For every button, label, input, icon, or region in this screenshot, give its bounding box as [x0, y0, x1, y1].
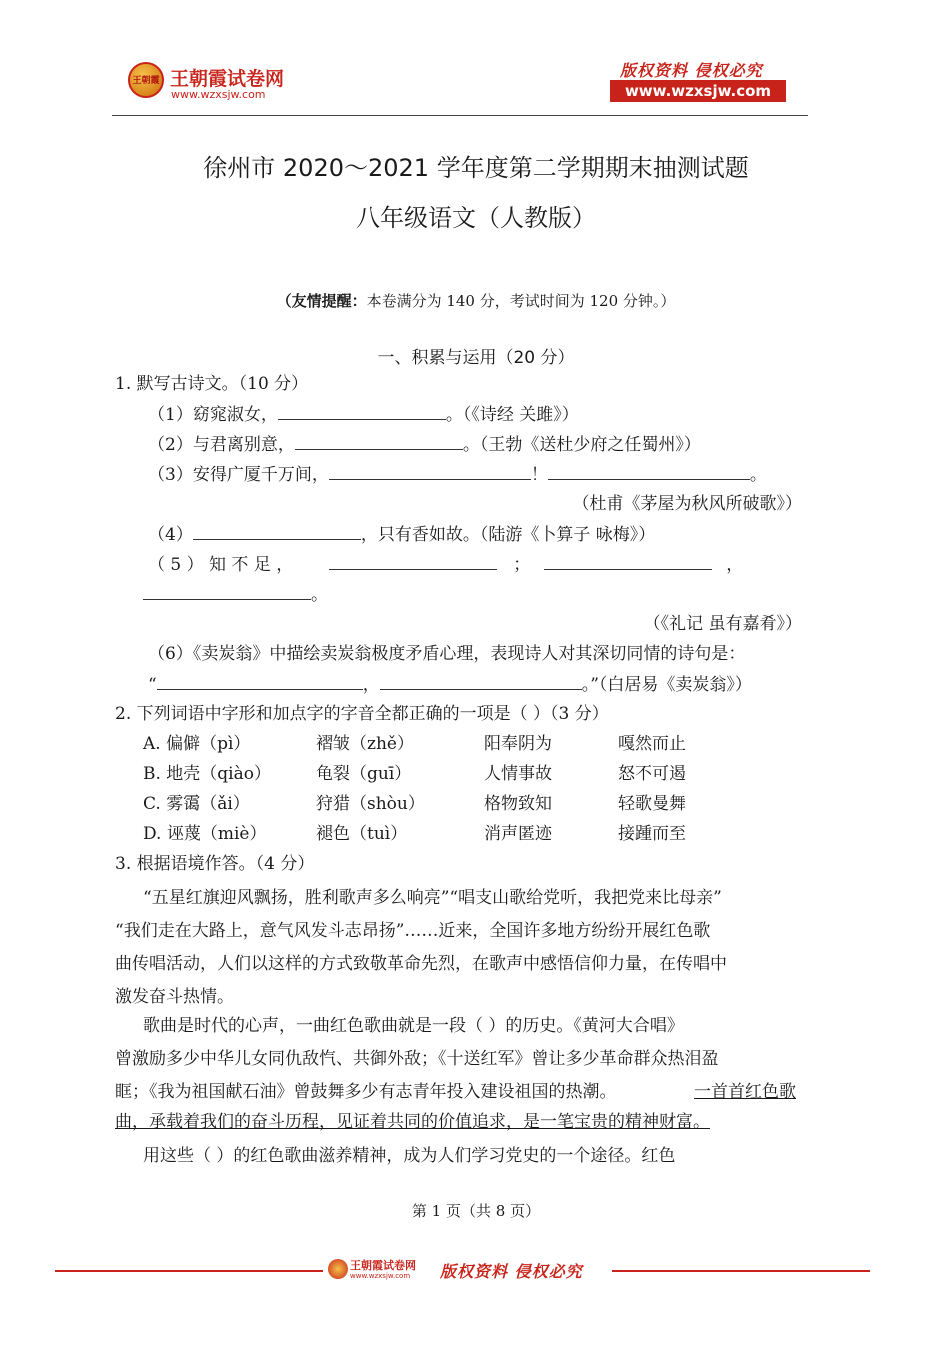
header-rule	[112, 115, 808, 116]
question-2-stem: 2. 下列词语中字形和加点字的字音全都正确的一项是（ ）（3 分）	[115, 704, 609, 724]
question-1-item-3-source: （杜甫《茅屋为秋风所破歌》）	[572, 494, 802, 514]
page-number: 第 1 页（共 8 页）	[411, 1202, 541, 1220]
q2-option-b-cell[interactable]: B. 地壳（qiào）	[143, 764, 271, 784]
answer-blank[interactable]	[329, 549, 497, 570]
q1-3-mark: ！	[530, 465, 548, 485]
answer-blank[interactable]	[193, 519, 361, 540]
q1-2-text: （2）与君离别意，	[148, 435, 295, 455]
question-1-item-5	[148, 549, 743, 580]
answer-blank[interactable]	[548, 459, 750, 480]
question-1-item-6-answer	[148, 669, 752, 700]
q3-paragraph-2-line: 歌曲是时代的心声，一曲红色歌曲就是一段（ ）的历史。《黄河大合唱》	[143, 1016, 684, 1036]
q2-option-b-cell: 怒不可遏	[618, 764, 686, 784]
q2-option-c-cell: 狩猎（shòu）	[316, 794, 425, 814]
q3-paragraph-1-line: 激发奋斗热情。	[115, 987, 234, 1007]
question-1-item-1	[148, 399, 579, 430]
q1-2-source: 。（王勃《送杜少府之任蜀州》）	[462, 435, 701, 455]
page-title: 徐州市 2020～2021 学年度第二学期期末抽测试题	[203, 154, 749, 182]
site-logo-text: 王朝霞试卷网	[170, 68, 285, 90]
footer-logo-badge	[328, 1259, 348, 1279]
logo-badge-text: 王朝霞	[132, 76, 160, 86]
question-1-item-2	[148, 429, 701, 460]
question-3-stem: 3. 根据语境作答。（4 分）	[115, 854, 315, 874]
q1-4-source: ，只有香如故。（陆游《卜算子 咏梅》）	[360, 525, 656, 545]
answer-blank[interactable]	[380, 669, 582, 690]
q1-5-end: ，	[726, 555, 744, 575]
answer-blank[interactable]	[157, 669, 363, 690]
q2-option-d-cell: 接踵而至	[618, 824, 686, 844]
q3-paragraph-2-line: 曾激励多少中华儿女同仇敌忾、共御外敌；《十送红军》曾让多少革命群众热泪盈	[115, 1049, 719, 1069]
q2-option-a-cell: 阳奉阴为	[484, 734, 552, 754]
question-1-item-4	[148, 519, 655, 550]
q2-option-c-cell: 格物致知	[484, 794, 552, 814]
q3-paragraph-1-line: “我们走在大路上，意气风发斗志昂扬”……近来，全国许多地方纷纷开展红色歌	[115, 921, 711, 941]
footer-rule-right	[612, 1270, 870, 1272]
footer-logo-text: 王朝霞试卷网	[350, 1259, 416, 1272]
exam-notice	[0, 290, 952, 311]
footer-copyright: 版权资料 侵权必究	[440, 1262, 583, 1281]
q3-paragraph-3: 用这些（ ）的红色歌曲滋养精神，成为人们学习党史的一个途径。红色	[143, 1146, 676, 1166]
q2-option-c-cell[interactable]: C. 雾霭（ǎi）	[143, 794, 250, 814]
q2-option-a-cell: 嘎然而止	[618, 734, 686, 754]
exam-notice-text: 本卷满分为 140 分，考试时间为 120 分钟。）	[366, 292, 676, 310]
q2-option-b-cell: 人情事故	[484, 764, 552, 784]
page-subtitle: 八年级语文（人教版）	[356, 204, 596, 232]
q1-3-end: 。	[749, 465, 767, 485]
q1-3-text: （3）安得广厦千万间，	[148, 465, 329, 485]
footer-logo-url[interactable]: www.wzxsjw.com	[350, 1272, 411, 1280]
q2-option-a-cell[interactable]: A. 偏僻（pì）	[143, 734, 251, 754]
question-1-stem: 1. 默写古诗文。（10 分）	[115, 374, 309, 394]
q1-6-close: 。”（白居易《卖炭翁》）	[581, 675, 752, 695]
question-1-item-3	[148, 459, 767, 490]
site-logo-url[interactable]: www.wzxsjw.com	[171, 88, 266, 101]
site-url-banner[interactable]	[610, 80, 786, 102]
q2-option-d-cell: 消声匿迹	[484, 824, 552, 844]
site-logo-badge	[128, 62, 164, 98]
exam-notice-label: （友情提醒：	[276, 292, 367, 310]
site-url-text: www.wzxsjw.com	[624, 82, 772, 100]
answer-blank[interactable]	[329, 459, 531, 480]
section-heading: 一、积累与运用（20 分）	[377, 348, 575, 368]
q3-paragraph-2-line: 眶；《我为祖国献石油》曾鼓舞多少有志青年投入建设祖国的热潮。	[115, 1082, 617, 1102]
q1-5-sep: ；	[513, 555, 531, 575]
question-1-item-5-cont	[143, 579, 328, 610]
q3-paragraph-1-line: “五星红旗迎风飘扬，胜利歌声多么响亮”“唱支山歌给党听，我把党来比母亲”	[143, 888, 722, 908]
footer-rule-left	[55, 1270, 323, 1272]
q1-6-open: “	[148, 675, 157, 695]
copyright-notice: 版权资料 侵权必究	[620, 61, 763, 80]
q2-option-b-cell: 龟裂（guī）	[316, 764, 412, 784]
q2-option-c-cell: 轻歌曼舞	[618, 794, 686, 814]
q2-option-d-cell: 褪色（tuì）	[316, 824, 408, 844]
q1-1-text: （1）窈窕淑女，	[148, 405, 278, 425]
q1-5-tail: 。	[311, 585, 328, 605]
question-1-item-6: （6）《卖炭翁》中描绘卖炭翁极度矛盾心理，表现诗人对其深切同情的诗句是：	[148, 644, 746, 664]
q1-1-source: 。（《诗经 关雎》）	[445, 405, 579, 425]
question-1-item-5-source: （《礼记 虽有嘉肴》）	[643, 614, 802, 634]
answer-blank[interactable]	[295, 429, 463, 450]
q1-4-text: （4）	[148, 525, 193, 545]
q3-underlined-2: 曲，承载着我们的奋斗历程，见证着共同的价值追求，是一笔宝贵的精神财富。	[115, 1112, 710, 1132]
q1-5-text: （ 5 ） 知 不 足 ，	[148, 555, 294, 575]
q3-underlined-1: 一首首红色歌	[694, 1082, 796, 1102]
q2-option-d-cell[interactable]: D. 诬蔑（miè）	[143, 824, 267, 844]
q3-paragraph-1-line: 曲传唱活动，人们以这样的方式致敬革命先烈，在歌声中感悟信仰力量，在传唱中	[115, 954, 727, 974]
q1-6-mid: ，	[362, 675, 380, 695]
answer-blank[interactable]	[544, 549, 712, 570]
q2-option-a-cell: 褶皱（zhě）	[316, 734, 414, 754]
answer-blank[interactable]	[278, 399, 446, 420]
answer-blank[interactable]	[143, 579, 311, 600]
